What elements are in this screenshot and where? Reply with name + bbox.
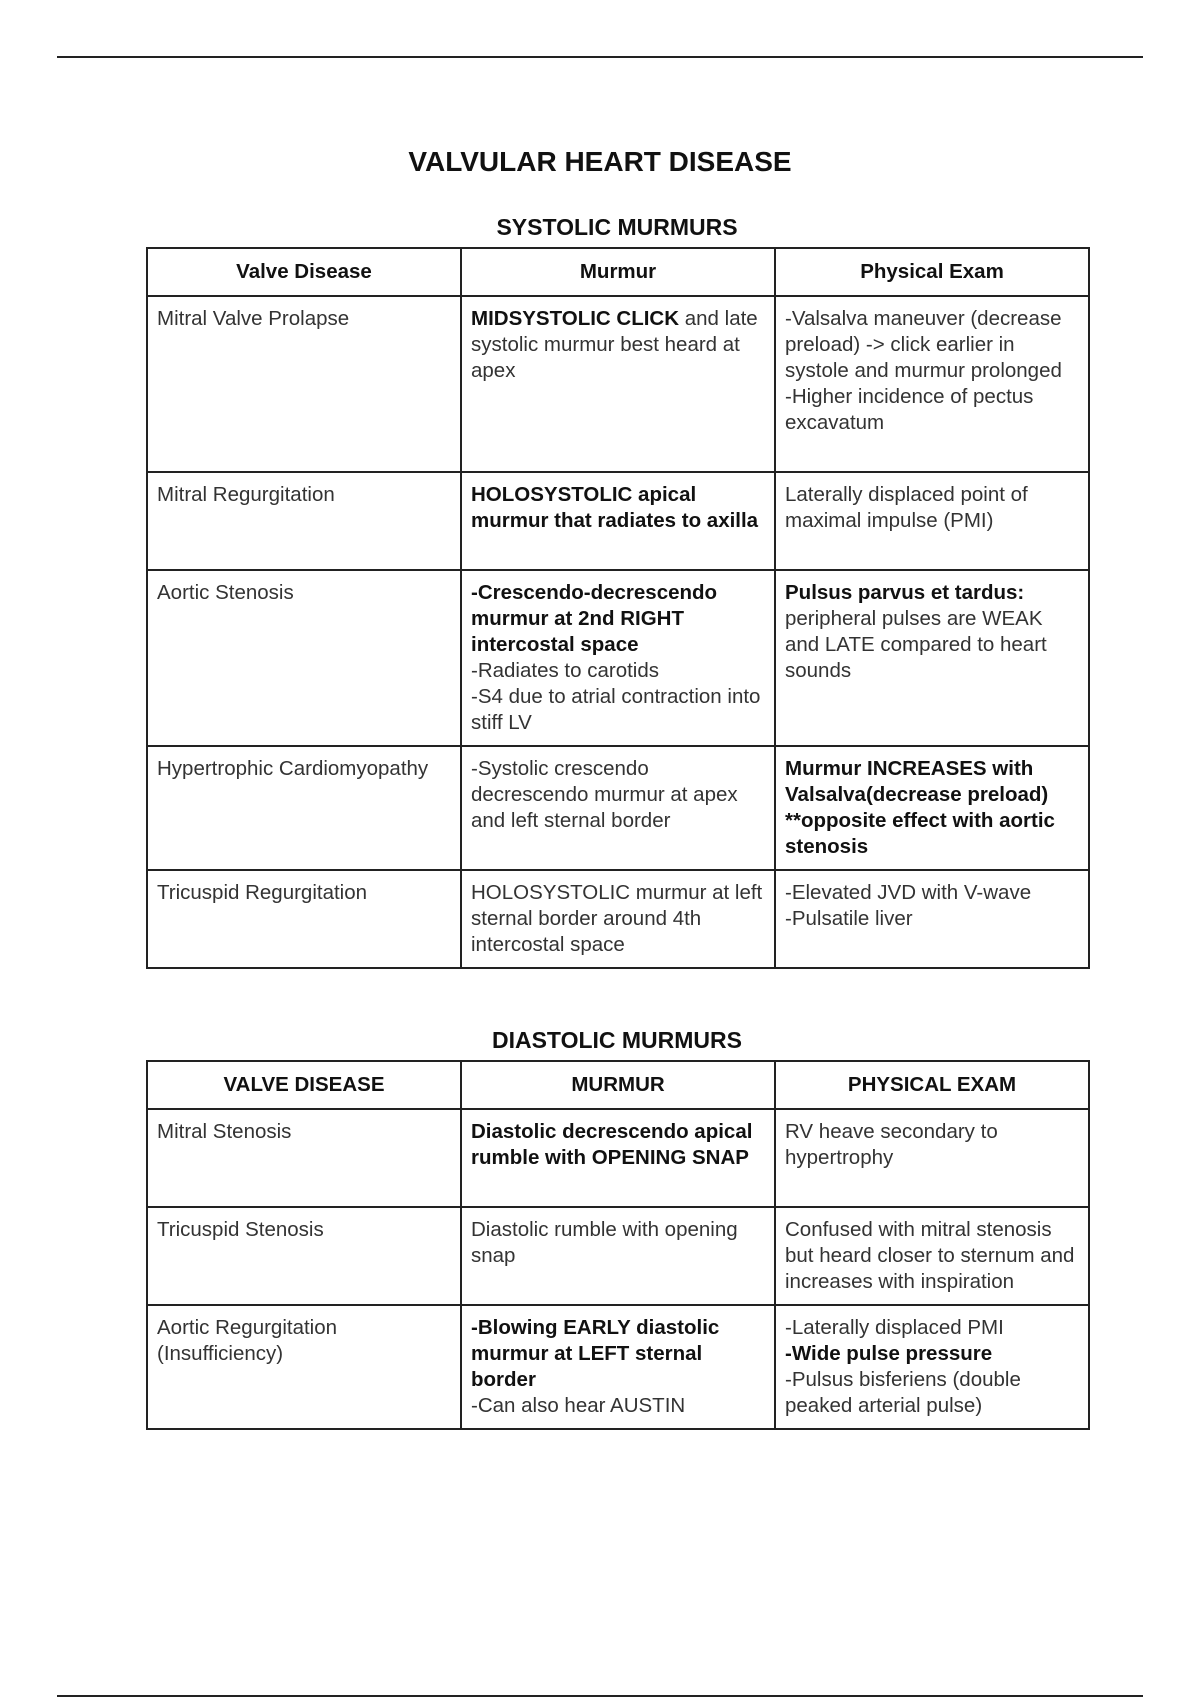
table-row bbox=[147, 870, 1089, 968]
exam-line: -Laterally displaced PMI bbox=[785, 1316, 1004, 1339]
murmur-text: Diastolic rumble with opening snap bbox=[471, 1218, 738, 1267]
valve-cell bbox=[147, 296, 461, 472]
table-header-row bbox=[147, 1061, 1089, 1109]
murmur-bold-text: -Blowing EARLY diastolic murmur at LEFT sternal border bbox=[471, 1316, 720, 1391]
valve-name: Aortic Regurgitation (Insufficiency) bbox=[157, 1316, 338, 1365]
valve-cell bbox=[147, 1109, 461, 1207]
table-row bbox=[147, 570, 1089, 746]
exam-text: Laterally displaced point of maximal impulse (PMI) bbox=[785, 483, 1028, 532]
column-header-physical-exam: PHYSICAL EXAM bbox=[775, 1061, 1089, 1109]
valve-name: Mitral Valve Prolapse bbox=[157, 307, 350, 330]
column-header-murmur: MURMUR bbox=[461, 1061, 775, 1109]
exam-cell bbox=[775, 570, 1089, 746]
exam-cell bbox=[775, 296, 1089, 472]
murmur-cell bbox=[461, 870, 775, 968]
document-title: VALVULAR HEART DISEASE bbox=[408, 146, 792, 177]
exam-line: -Higher incidence of pectus excavatum bbox=[785, 385, 1034, 434]
murmur-bold-text: Diastolic decrescendo apical rumble with OPENING SNAP bbox=[471, 1120, 753, 1169]
exam-cell bbox=[775, 870, 1089, 968]
exam-cell bbox=[775, 1109, 1089, 1207]
murmur-bold-text: HOLOSYSTOLIC apical murmur that radiates to axilla bbox=[471, 483, 759, 532]
exam-cell bbox=[775, 1305, 1089, 1429]
valve-cell bbox=[147, 870, 461, 968]
exam-line: -Pulsus bisferiens (double peaked arterial pulse) bbox=[785, 1368, 1021, 1417]
table-row bbox=[147, 1305, 1089, 1429]
table-row bbox=[147, 296, 1089, 472]
murmur-bold-text: MIDSYSTOLIC CLICK bbox=[471, 307, 680, 330]
valve-cell bbox=[147, 1305, 461, 1429]
valve-cell bbox=[147, 1207, 461, 1305]
murmur-bold-text: -Crescendo-decrescendo murmur at 2nd RIGHT intercostal space bbox=[471, 581, 718, 656]
murmur-cell bbox=[461, 1305, 775, 1429]
valve-cell bbox=[147, 570, 461, 746]
murmur-cell bbox=[461, 746, 775, 870]
valve-name: Aortic Stenosis bbox=[157, 581, 294, 604]
systolic-murmurs-table bbox=[146, 247, 1090, 969]
column-header-valve-disease: VALVE DISEASE bbox=[147, 1061, 461, 1109]
column-header-physical-exam: Physical Exam bbox=[775, 248, 1089, 296]
bottom-divider bbox=[57, 1695, 1143, 1697]
top-divider bbox=[57, 56, 1143, 58]
exam-line: -Elevated JVD with V-wave bbox=[785, 881, 1032, 904]
table-row bbox=[147, 1207, 1089, 1305]
murmur-text: -Systolic crescendo decrescendo murmur at apex and left sternal border bbox=[471, 757, 738, 832]
valve-name: Mitral Stenosis bbox=[157, 1120, 292, 1143]
exam-line: -Pulsatile liver bbox=[785, 907, 913, 930]
exam-cell bbox=[775, 746, 1089, 870]
murmur-text: and late systolic murmur best heard at apex bbox=[471, 307, 758, 382]
table-row bbox=[147, 1109, 1089, 1207]
table-header-row bbox=[147, 248, 1089, 296]
valve-name: Tricuspid Stenosis bbox=[157, 1218, 324, 1241]
exam-bold-line: -Wide pulse pressure bbox=[785, 1342, 993, 1365]
exam-text: peripheral pulses are WEAK and LATE compared to heart sounds bbox=[785, 607, 1047, 682]
valve-cell bbox=[147, 746, 461, 870]
exam-cell bbox=[775, 1207, 1089, 1305]
exam-text: Confused with mitral stenosis but heard closer to sternum and increases with inspiration bbox=[785, 1218, 1075, 1293]
table-row bbox=[147, 472, 1089, 570]
diastolic-section-title: DIASTOLIC MURMURS bbox=[491, 1027, 742, 1053]
column-header-murmur: Murmur bbox=[461, 248, 775, 296]
exam-cell bbox=[775, 472, 1089, 570]
exam-bold-text: Pulsus parvus et tardus: bbox=[785, 581, 1025, 604]
murmur-cell bbox=[461, 1109, 775, 1207]
column-header-valve-disease: Valve Disease bbox=[147, 248, 461, 296]
murmur-cell bbox=[461, 296, 775, 472]
murmur-cell bbox=[461, 472, 775, 570]
murmur-line: -S4 due to atrial contraction into stiff LV bbox=[471, 685, 761, 734]
murmur-line: -Can also hear AUSTIN bbox=[471, 1394, 686, 1417]
murmur-cell bbox=[461, 1207, 775, 1305]
exam-text: RV heave secondary to hypertrophy bbox=[785, 1120, 998, 1169]
valve-name: Tricuspid Regurgitation bbox=[157, 881, 368, 904]
diastolic-murmurs-table bbox=[146, 1060, 1090, 1430]
murmur-line: -Radiates to carotids bbox=[471, 659, 660, 682]
valve-name: Hypertrophic Cardiomyopathy bbox=[157, 757, 429, 780]
exam-line: -Valsalva maneuver (decrease preload) -> click earlier in systole and murmur prolonged bbox=[785, 307, 1062, 382]
systolic-section-title: SYSTOLIC MURMURS bbox=[496, 214, 738, 240]
valve-name: Mitral Regurgitation bbox=[157, 483, 335, 506]
murmur-cell bbox=[461, 570, 775, 746]
table-row bbox=[147, 746, 1089, 870]
murmur-text: HOLOSYSTOLIC murmur at left sternal border around 4th intercostal space bbox=[471, 881, 763, 956]
exam-bold-text: Murmur INCREASES with Valsalva(decrease preload) **opposite effect with aortic stenosis bbox=[785, 757, 1055, 858]
valve-cell bbox=[147, 472, 461, 570]
